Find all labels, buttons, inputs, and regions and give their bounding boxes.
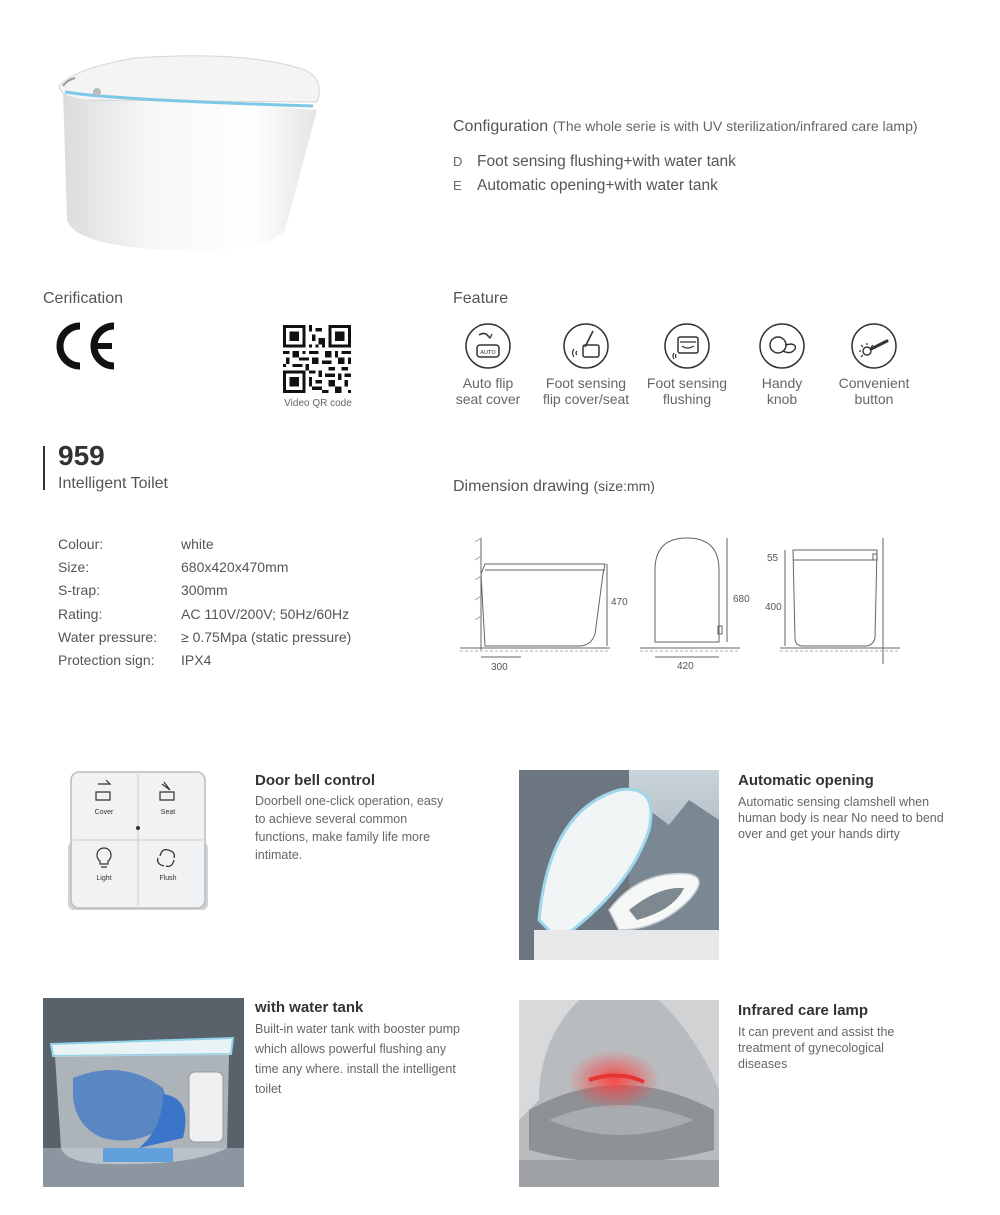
config-item <box>453 177 718 195</box>
panel-label-cover: Cover <box>94 809 114 816</box>
spec-row <box>58 629 351 645</box>
dimension-title <box>453 478 655 496</box>
spec-row <box>58 652 211 668</box>
dimension-note: (size:mm) <box>593 478 655 494</box>
doorbell-panel-image <box>68 770 208 912</box>
dim-side-height: 470 <box>611 597 628 608</box>
feature-label-line2: flip cover/seat <box>542 391 630 407</box>
dimension-heading: Dimension drawing <box>453 478 590 495</box>
feature-block-title: Door bell control <box>255 772 375 789</box>
feature-label-line2: button <box>854 391 894 407</box>
feature-block-desc: Built-in water tank with booster pump which allows powerful flushing any time any where. install the intelligent toilet <box>255 1022 460 1096</box>
panel-label-light: Light <box>96 875 112 882</box>
foot-sensing-cover-icon <box>563 323 609 369</box>
dim-front-width: 420 <box>677 661 694 672</box>
feature-item <box>438 323 538 407</box>
feature-label-line2: flushing <box>662 391 712 407</box>
config-text: Foot sensing flushing+with water tank <box>477 153 736 170</box>
spec-row <box>58 582 228 598</box>
spec-key: Colour: <box>58 536 104 552</box>
dim-side-trap: 300 <box>491 662 508 673</box>
toilet-product-image <box>55 50 325 260</box>
feature-label-line1: Auto flip <box>462 375 514 391</box>
feature-title: Feature <box>453 290 509 307</box>
configuration-note: (The whole serie is with UV sterilization/infrared care lamp) <box>552 118 918 134</box>
model-accent-bar <box>43 446 45 490</box>
feature-block-desc: Doorbell one-click operation, easy to achieve several common functions, make family life more intimate. <box>255 794 444 862</box>
feature-item <box>536 323 636 407</box>
config-text: Automatic opening+with water tank <box>477 177 718 194</box>
infrared-lamp-image <box>519 1000 719 1187</box>
config-code: D <box>453 154 463 169</box>
certification-title: Cerification <box>43 290 124 307</box>
spec-value: white <box>181 536 214 552</box>
feature-item <box>824 323 924 407</box>
spec-value: 680x420x470mm <box>181 559 289 575</box>
configuration-title <box>453 118 918 136</box>
automatic-opening-image <box>519 770 719 960</box>
config-item <box>453 153 736 171</box>
spec-value: 300mm <box>181 582 228 598</box>
panel-label-seat: Seat <box>160 809 176 816</box>
model-name: Intelligent Toilet <box>58 475 168 492</box>
water-tank-image <box>43 998 244 1187</box>
feature-block-title: Automatic opening <box>738 772 874 789</box>
feature-item <box>637 323 737 407</box>
configuration-heading: Configuration <box>453 118 549 135</box>
spec-row <box>58 536 214 552</box>
feature-label-line1: Convenient <box>838 375 910 391</box>
spec-key: Water pressure: <box>58 629 158 645</box>
foot-sensing-flush-icon <box>664 323 710 369</box>
spec-key: Protection sign: <box>58 652 155 668</box>
spec-value: AC 110V/200V; 50Hz/60Hz <box>181 606 350 622</box>
feature-label-line2: seat cover <box>455 391 521 407</box>
dim-rear-height: 400 <box>765 602 782 613</box>
feature-label-line1: Handy <box>761 375 803 391</box>
spec-value: IPX4 <box>181 652 212 668</box>
feature-label-line2: knob <box>766 391 798 407</box>
feature-block-desc: It can prevent and assist the treatment of gynecological diseases <box>738 1025 895 1071</box>
feature-item <box>732 323 832 407</box>
feature-block-desc: Automatic sensing clamshell when human body is near No need to bend over and get your hands dirty <box>738 795 944 841</box>
qr-code-icon <box>283 325 351 393</box>
panel-label-flush: Flush <box>159 875 177 882</box>
feature-label-line1: Foot sensing <box>545 375 627 391</box>
feature-block-title: with water tank <box>255 999 364 1016</box>
spec-row <box>58 559 288 575</box>
dimension-drawing <box>455 530 910 675</box>
knob-icon <box>759 323 805 369</box>
feature-label-line1: Foot sensing <box>646 375 728 391</box>
svg-text:AUTO: AUTO <box>480 350 496 356</box>
ce-mark-icon <box>52 320 120 372</box>
model-number: 959 <box>58 440 105 471</box>
dim-front-height: 680 <box>733 594 750 605</box>
button-icon <box>851 323 897 369</box>
auto-flip-icon <box>465 323 511 369</box>
feature-block-title: Infrared care lamp <box>738 1002 869 1019</box>
spec-row <box>58 606 349 622</box>
dim-rear-top: 55 <box>767 553 779 564</box>
config-code: E <box>453 178 462 193</box>
spec-key: Rating: <box>58 606 103 622</box>
spec-key: Size: <box>58 559 90 575</box>
spec-key: S-trap: <box>58 582 101 598</box>
spec-value: ≥ 0.75Mpa (static pressure) <box>181 629 352 645</box>
qr-caption: Video QR code <box>284 398 352 409</box>
